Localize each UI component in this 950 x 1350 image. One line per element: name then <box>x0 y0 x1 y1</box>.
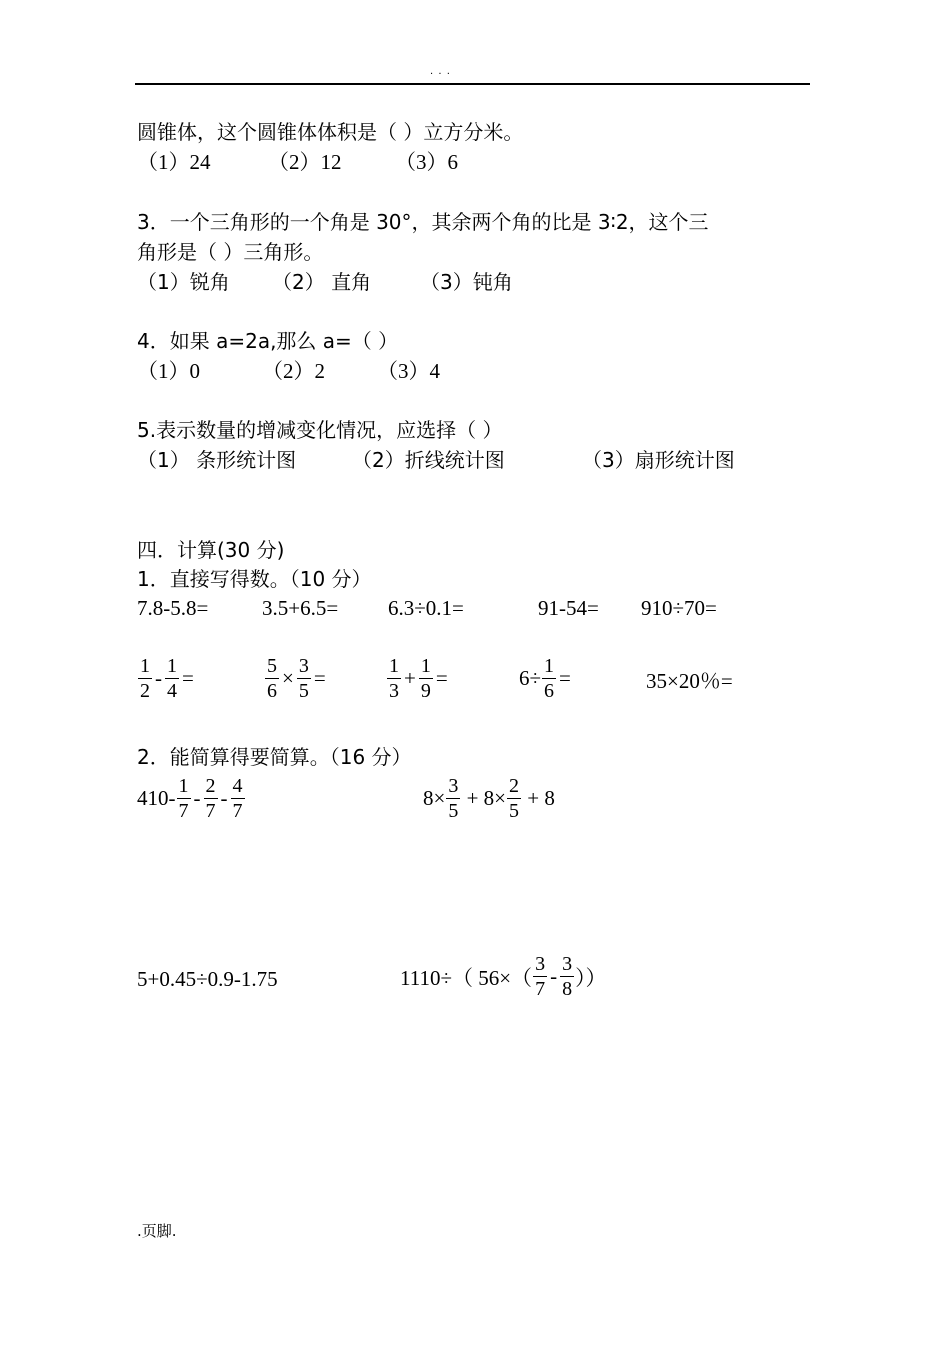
calc-1: 7.8-5.8= <box>137 596 209 620</box>
q3-option-1: （1）锐角 <box>137 270 230 294</box>
fraction: $\frac{1}{7}$ <box>178 775 189 822</box>
frac-expr-4: 6÷ $\frac{1}{6}$ = <box>519 655 571 702</box>
header-dots: . . . <box>430 66 451 77</box>
q2-option-2: （2）12 <box>268 150 342 174</box>
q5-line-1: 5.表示数量的增减变化情况，应选择（ ） <box>137 418 503 442</box>
q4-line-1: 4．如果 a=2a,那么 a=（ ） <box>137 329 399 353</box>
calc-4: 91-54= <box>538 596 599 620</box>
fraction: $\frac{2}{7}$ <box>205 775 216 822</box>
frac-expr-1: $\frac{1}{2}$ - $\frac{1}{4}$ = <box>140 655 194 702</box>
fraction: $\frac{5}{6}$ <box>267 655 277 702</box>
calc-3: 6.3÷0.1= <box>388 596 464 620</box>
calc-2: 3.5+6.5= <box>262 596 339 620</box>
section-4-title: 四．计算(30 分) <box>137 538 285 562</box>
q2-option-3: （3）6 <box>395 150 458 174</box>
fraction: $\frac{1}{6}$ <box>544 655 555 702</box>
fraction: $\frac{4}{7}$ <box>232 775 243 822</box>
fraction: $\frac{1}{2}$ <box>140 655 150 702</box>
simplify-expr-2: 8× $\frac{3}{5}$ + 8× $\frac{2}{5}$ + 8 <box>423 775 555 822</box>
q4-option-2: （2）2 <box>262 359 325 383</box>
fraction: $\frac{2}{5}$ <box>509 775 520 822</box>
header-rule <box>135 83 810 85</box>
simplify-expr-1: 410- $\frac{1}{7}$ - $\frac{2}{7}$ - $\frac{4}{7}$ <box>137 775 243 822</box>
fraction: $\frac{1}{4}$ <box>167 655 177 702</box>
q5-option-2: （2）折线统计图 <box>352 448 505 472</box>
simplify-expr-3: 5+0.45÷0.9-1.75 <box>137 967 278 991</box>
fraction: $\frac{3}{5}$ <box>298 655 309 702</box>
part-2-title: 2．能简算得要简算。（16 分） <box>137 745 412 769</box>
q5-option-3: （3）扇形统计图 <box>582 448 735 472</box>
frac-expr-3: $\frac{1}{3}$ + $\frac{1}{9}$ = <box>389 655 448 702</box>
q4-option-1: （1）0 <box>137 359 200 383</box>
fraction: $\frac{1}{3}$ <box>389 655 399 702</box>
calc-5: 910÷70= <box>641 596 717 620</box>
fraction: $\frac{3}{8}$ <box>562 953 573 1000</box>
q3-line-2: 角形是（ ）三角形。 <box>137 240 324 264</box>
q3-line-1: 3．一个三角形的一个角是 30°，其余两个角的比是 3∶2，这个三 <box>137 210 709 234</box>
frac-expr-2: $\frac{5}{6}$ × $\frac{3}{5}$ = <box>267 655 326 702</box>
calc-percent: 35×20％= <box>646 669 733 693</box>
q2-option-1: （1）24 <box>137 150 211 174</box>
page-footer: .页脚. <box>137 1222 177 1240</box>
simplify-expr-4: 1110÷（ 56×（ $\frac{3}{7}$ - $\frac{3}{8}$ ）） <box>400 953 607 1000</box>
fraction: $\frac{3}{5}$ <box>448 775 459 822</box>
q4-option-3: （3）4 <box>377 359 440 383</box>
q3-option-2: （2） 直角 <box>272 270 372 294</box>
fraction: $\frac{3}{7}$ <box>535 953 546 1000</box>
q3-option-3: （3）钝角 <box>420 270 513 294</box>
fraction: $\frac{1}{9}$ <box>420 655 431 702</box>
q5-option-1: （1） 条形统计图 <box>137 448 297 472</box>
q2-continuation-text: 圆锥体，这个圆锥体体积是（ ）立方分米。 <box>137 120 524 144</box>
part-1-title: 1．直接写得数。（10 分） <box>137 567 372 591</box>
